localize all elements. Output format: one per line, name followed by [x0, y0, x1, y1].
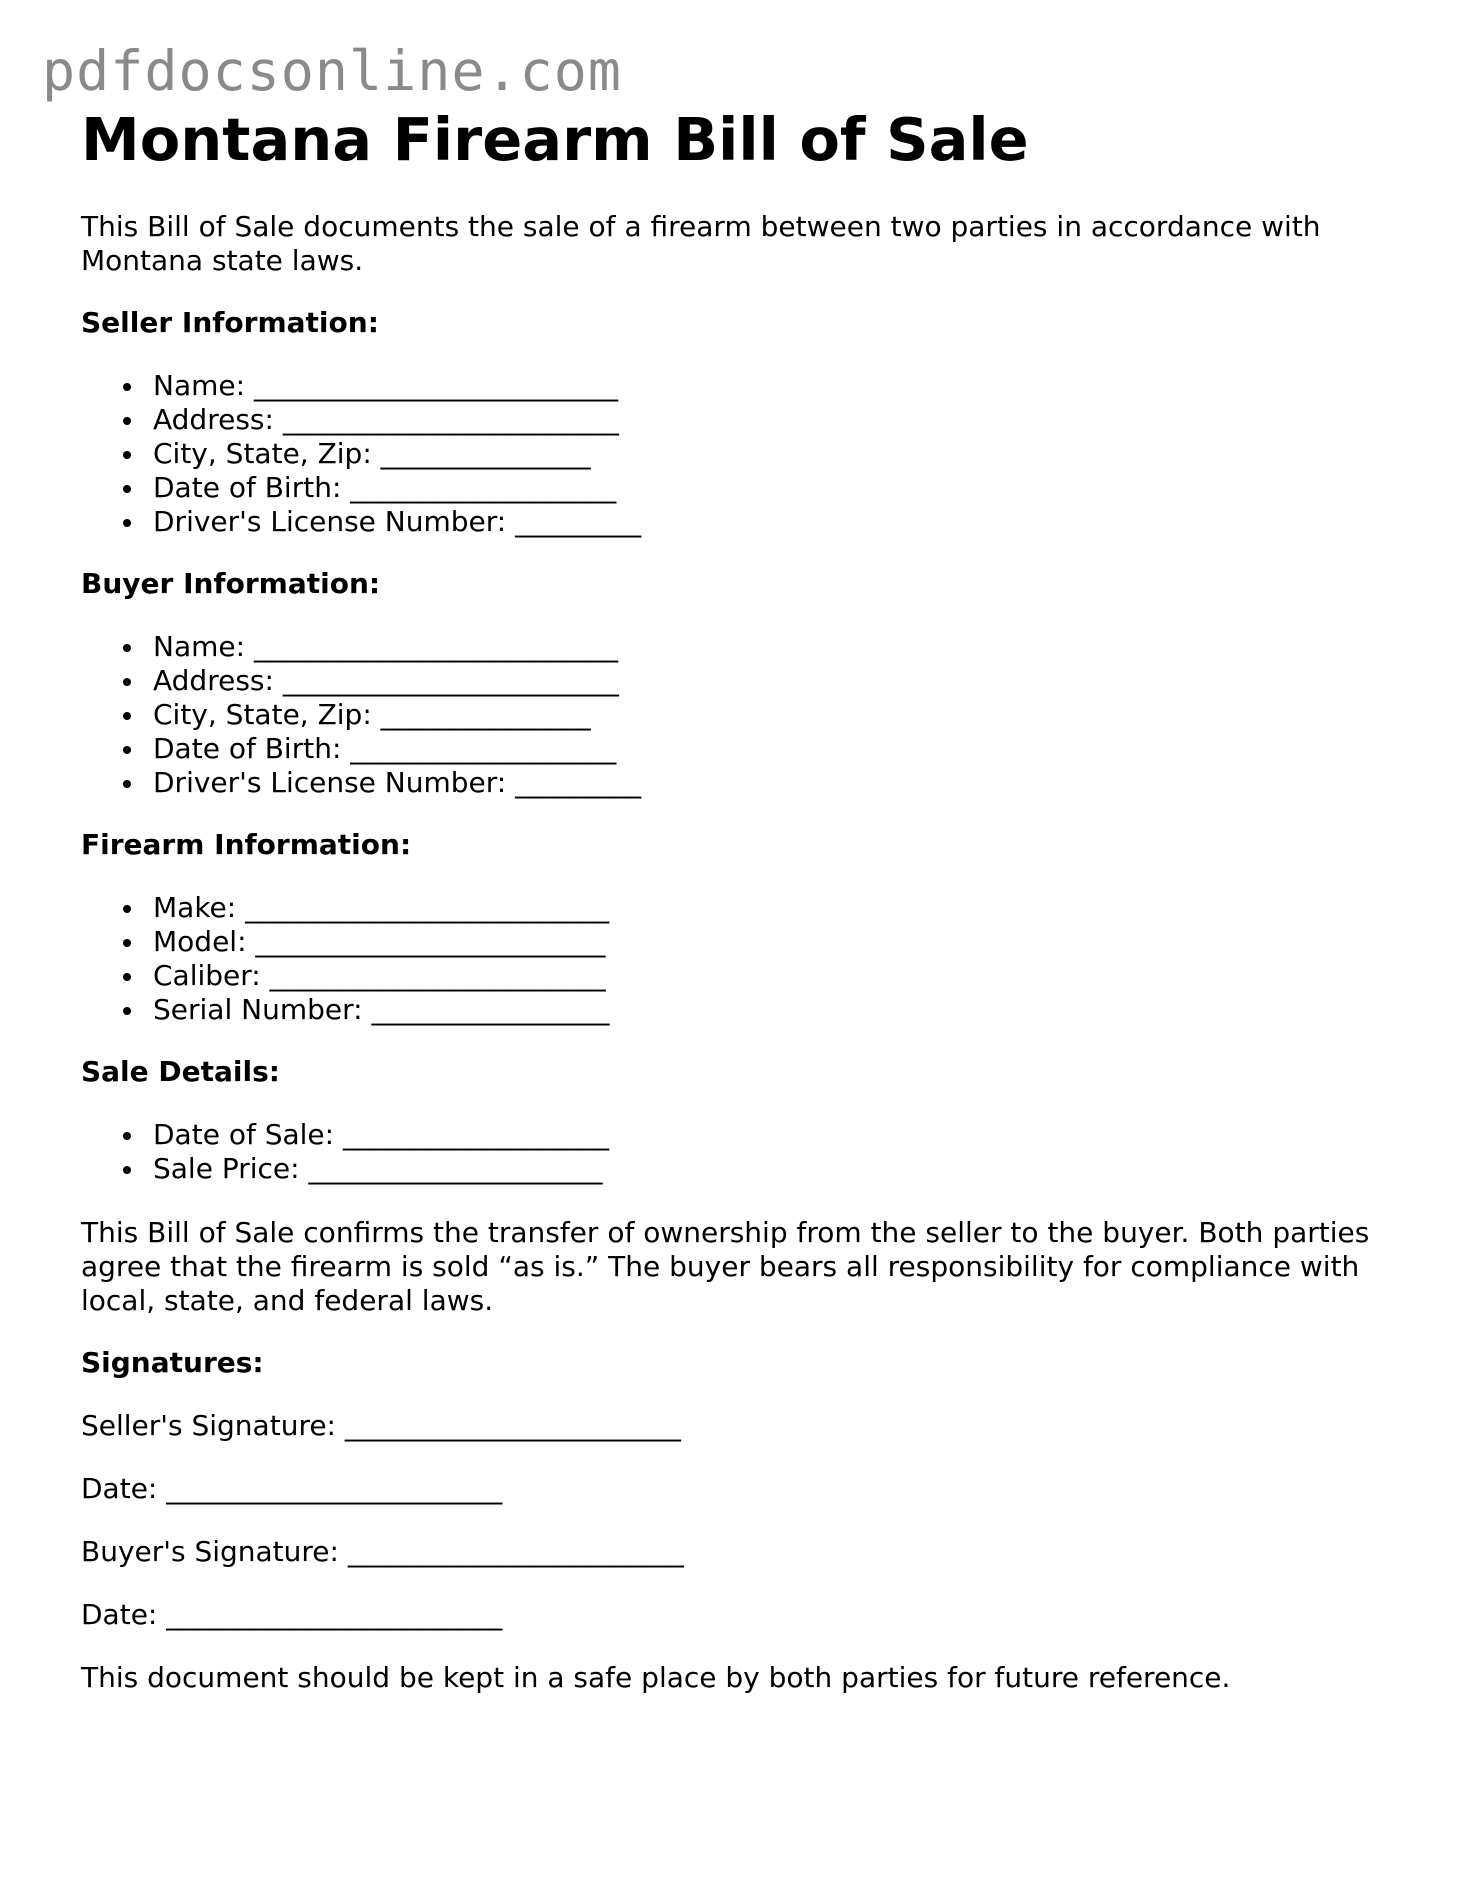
document-page	[81, 100, 1381, 1695]
sale-price-field: Sale Price: _____________________	[153, 1152, 1381, 1186]
seller-city-state-zip-field: City, State, Zip: _______________	[153, 437, 1381, 471]
seller-heading: Seller Information:	[81, 306, 379, 339]
watermark: pdfdocsonline.com	[42, 39, 622, 103]
seller-signature-line: Seller's Signature: ________________________	[81, 1409, 681, 1442]
seller-signature-date-line: Date: ________________________	[81, 1472, 503, 1505]
intro-paragraph: This Bill of Sale documents the sale of a firearm between two parties in accordance with Montana state laws.	[81, 210, 1321, 277]
closing-paragraph: This Bill of Sale confirms the transfer of ownership from the seller to the buyer. Both parties agree that the firearm is sold “as is.” The buyer bears all responsibility for compliance with local, state, and federal laws.	[81, 1216, 1370, 1317]
signatures-heading: Signatures:	[81, 1346, 264, 1379]
page-title: Montana Firearm Bill of Sale	[81, 105, 1029, 174]
seller-fields	[81, 369, 1381, 539]
firearm-serial-number-field: Serial Number: _________________	[153, 993, 1381, 1027]
buyer-heading: Buyer Information:	[81, 567, 381, 600]
firearm-model-field: Model: _________________________	[153, 925, 1381, 959]
firearm-fields	[81, 891, 1381, 1027]
firearm-make-field: Make: __________________________	[153, 891, 1381, 925]
buyer-drivers-license-field: Driver's License Number: _________	[153, 766, 1381, 800]
firearm-caliber-field: Caliber: ________________________	[153, 959, 1381, 993]
footer-note: This document should be kept in a safe place by both parties for future reference.	[81, 1661, 1231, 1694]
buyer-name-field: Name: __________________________	[153, 630, 1381, 664]
seller-drivers-license-field: Driver's License Number: _________	[153, 505, 1381, 539]
firearm-heading: Firearm Information:	[81, 828, 412, 861]
seller-address-field: Address: ________________________	[153, 403, 1381, 437]
buyer-signature-date-line: Date: ________________________	[81, 1598, 503, 1631]
sale-details-heading: Sale Details:	[81, 1055, 280, 1088]
seller-name-field: Name: __________________________	[153, 369, 1381, 403]
buyer-fields	[81, 630, 1381, 800]
seller-date-of-birth-field: Date of Birth: ___________________	[153, 471, 1381, 505]
buyer-city-state-zip-field: City, State, Zip: _______________	[153, 698, 1381, 732]
date-of-sale-field: Date of Sale: ___________________	[153, 1118, 1381, 1152]
buyer-address-field: Address: ________________________	[153, 664, 1381, 698]
buyer-date-of-birth-field: Date of Birth: ___________________	[153, 732, 1381, 766]
buyer-signature-line: Buyer's Signature: ________________________	[81, 1535, 684, 1568]
sale-fields	[81, 1118, 1381, 1186]
